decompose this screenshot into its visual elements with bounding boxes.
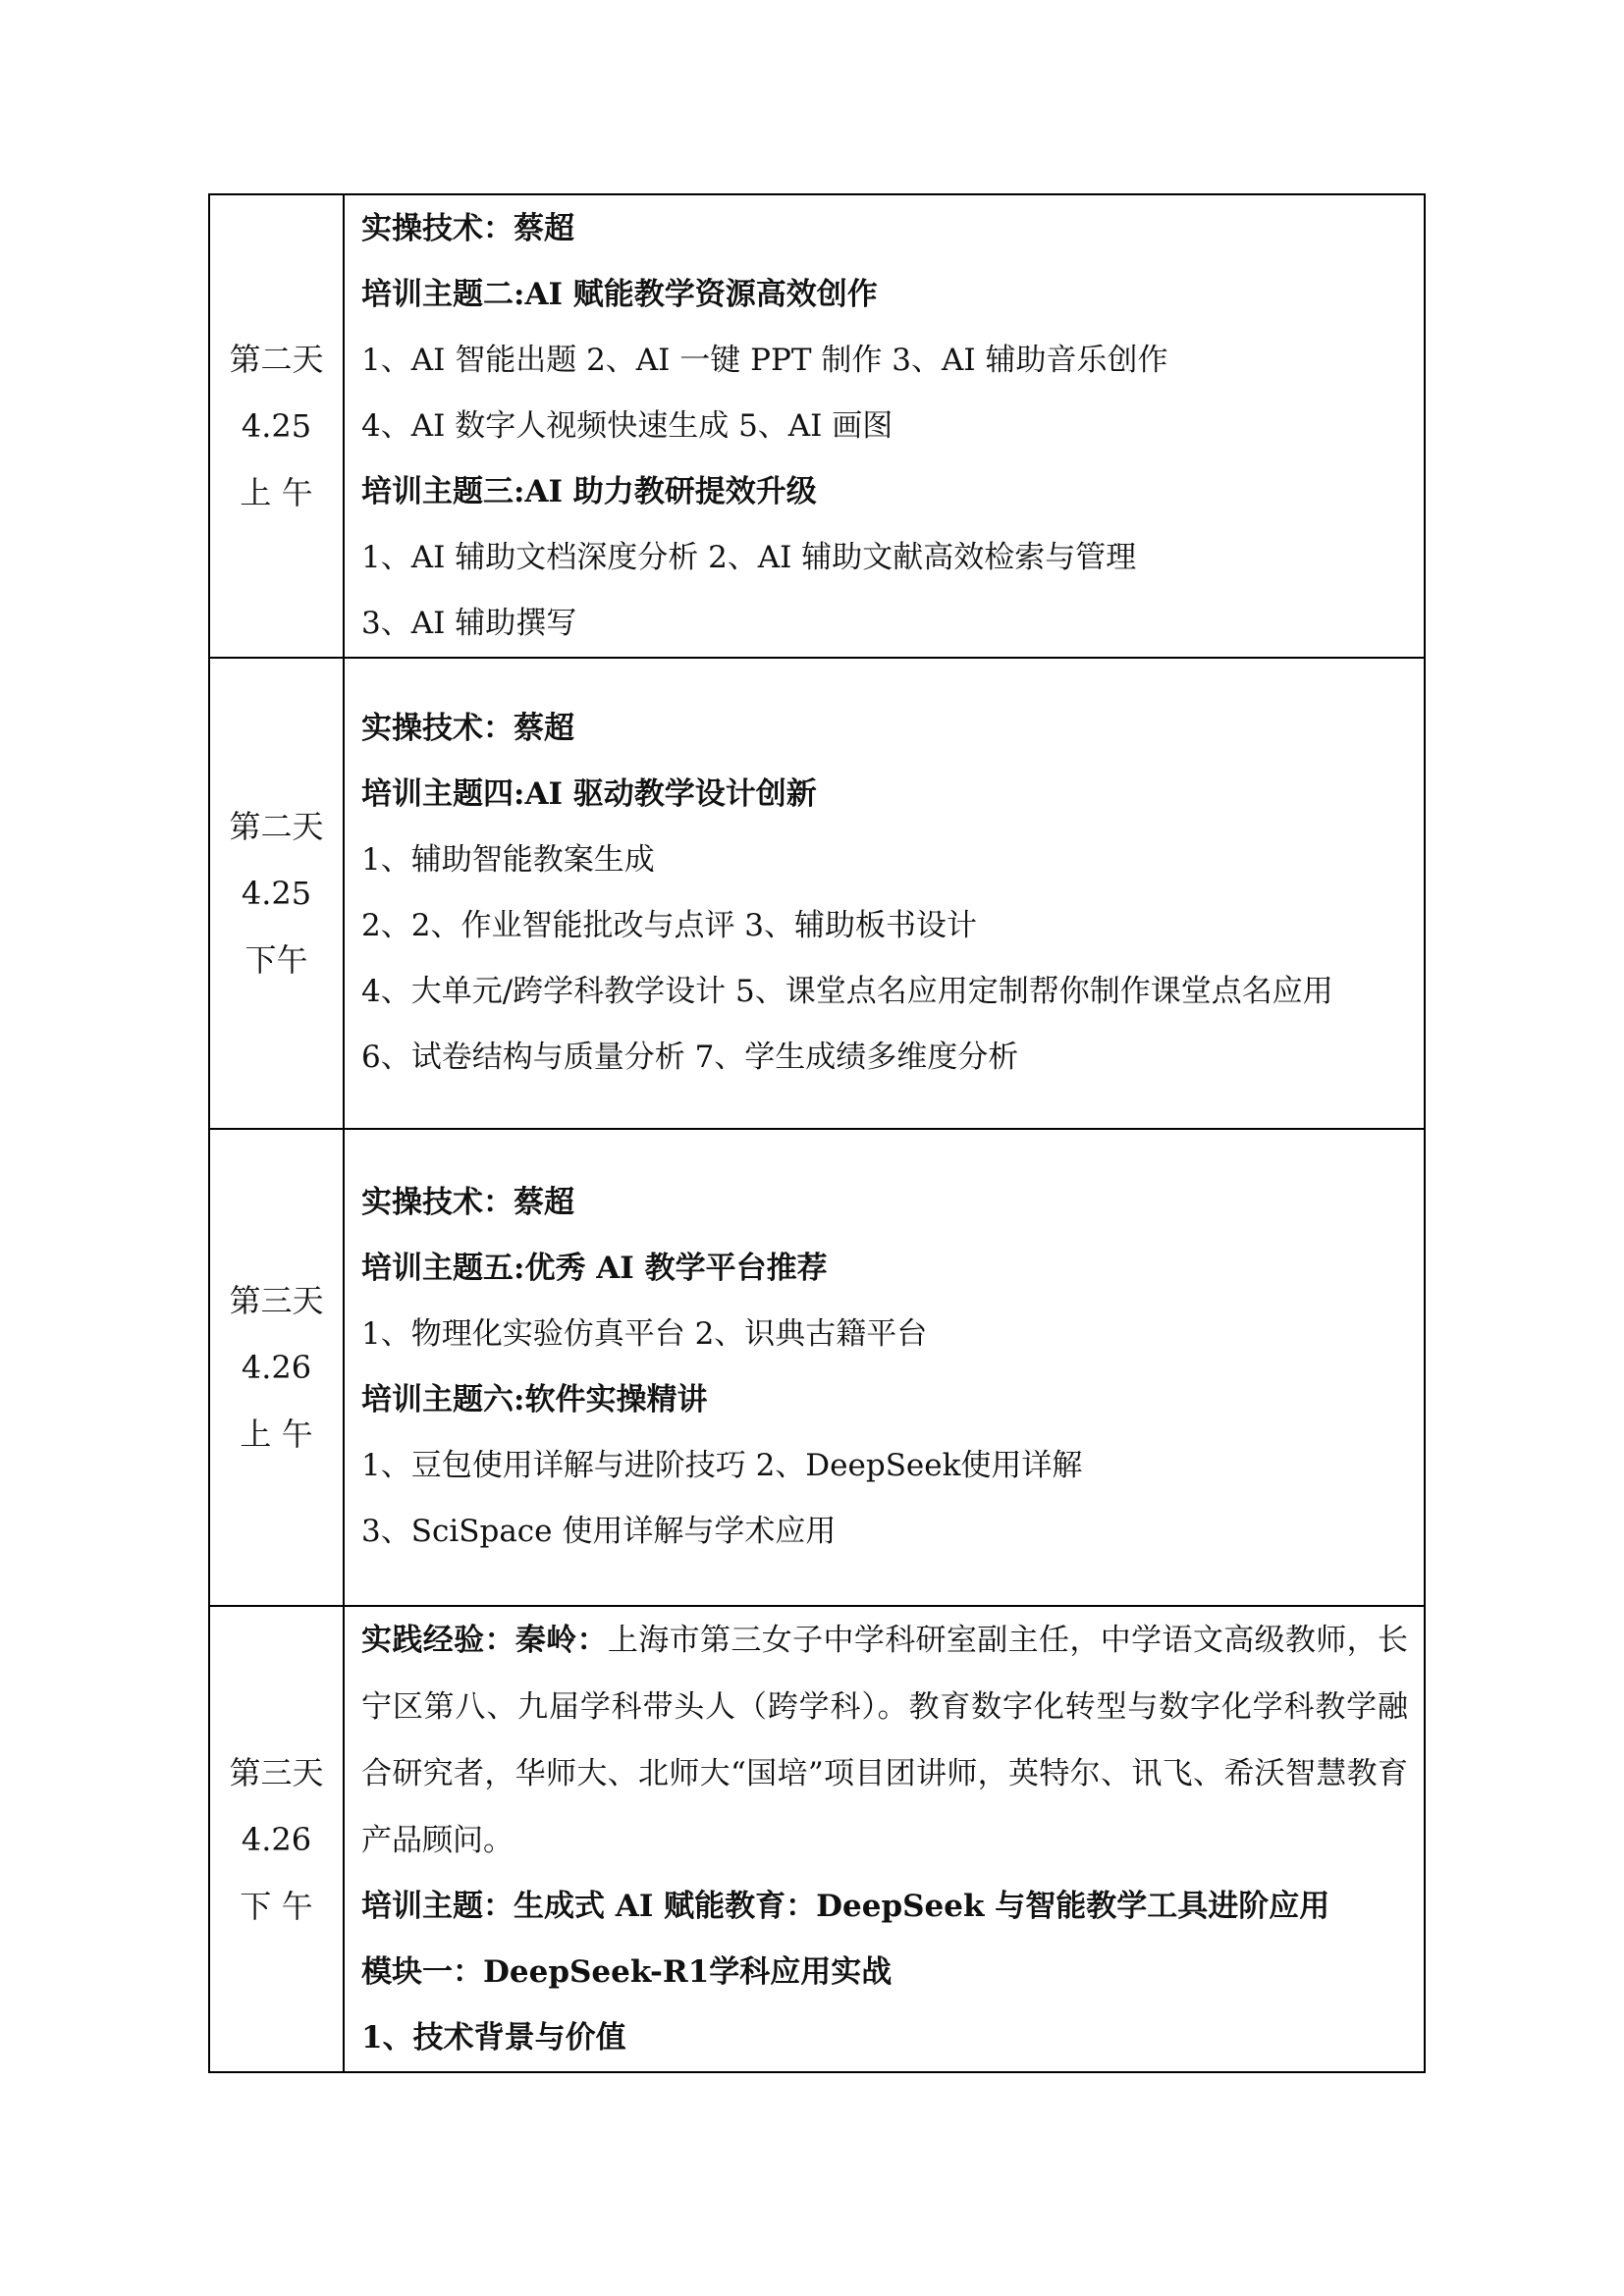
- list-item: 1、物理化实验仿真平台 2、识典古籍平台: [361, 1316, 928, 1352]
- list-item: 3、AI 辅助撰写: [361, 605, 577, 641]
- topic-heading: 培训主题六:软件实操精讲: [361, 1382, 708, 1417]
- topic-heading: 培训主题三:AI 助力教研提效升级: [361, 473, 817, 509]
- instructor-bio-text: 上海市第三女子中学科研室副主任，中学语文高级教师，长宁区第八、九届学科带头人（跨学科）。教育数字化转型与数字化学科教学融合研究者，华师大、北师大“国培”项目团讲师，英特尔、讯飞、希沃智慧教育产品顾问。: [361, 1623, 1409, 1858]
- day-label: 第三天: [229, 1753, 324, 1791]
- day-cell: [209, 658, 344, 1129]
- topic-heading: 培训主题二:AI 赋能教学资源高效创作: [361, 276, 878, 312]
- instructor-label: 实践经验：秦岭：: [361, 1623, 608, 1658]
- content-cell: [344, 1606, 1425, 2072]
- list-item: 1、技术背景与价值: [361, 2020, 626, 2056]
- topic-heading: 培训主题五:优秀 AI 教学平台推荐: [361, 1251, 828, 1286]
- day-cell: [209, 194, 344, 658]
- content-cell: [344, 1129, 1425, 1606]
- day-cell: [209, 1606, 344, 2072]
- table-row: [209, 1606, 1425, 2072]
- day-period: 上 午: [240, 474, 313, 511]
- list-item: 1、AI 辅助文档深度分析 2、AI 辅助文献高效检索与管理: [361, 539, 1137, 575]
- list-item: 3、SciSpace 使用详解与学术应用: [361, 1514, 837, 1549]
- day-period: 上 午: [240, 1415, 313, 1453]
- topic-heading: 培训主题四:AI 驱动教学设计创新: [361, 776, 817, 812]
- table-row: [209, 1129, 1425, 1606]
- instructor-bio: [361, 1607, 1408, 1874]
- list-item: 1、辅助智能教案生成: [361, 842, 655, 878]
- instructor-line: 实操技术：蔡超: [361, 711, 574, 746]
- topic-heading: 培训主题：生成式 AI 赋能教育：DeepSeek 与智能教学工具进阶应用: [361, 1889, 1330, 1924]
- day-label: 第二天: [229, 341, 324, 378]
- content-cell: [344, 194, 1425, 658]
- day-period: 下午: [244, 941, 308, 979]
- table-row: [209, 194, 1425, 658]
- list-item: 1、豆包使用详解与进阶技巧 2、DeepSeek使用详解: [361, 1448, 1083, 1483]
- day-label: 第二天: [229, 808, 324, 845]
- content-cell: [344, 658, 1425, 1129]
- day-label: 第三天: [229, 1282, 324, 1319]
- instructor-line: 实操技术：蔡超: [361, 1185, 574, 1220]
- day-date: 4.25: [241, 875, 312, 912]
- schedule-table: [208, 193, 1426, 2073]
- day-date: 4.26: [241, 1820, 312, 1858]
- day-cell: [209, 1129, 344, 1606]
- module-heading: 模块一：DeepSeek-R1学科应用实战: [361, 1954, 893, 1990]
- table-row: [209, 658, 1425, 1129]
- list-item: 4、AI 数字人视频快速生成 5、AI 画图: [361, 407, 893, 444]
- list-item: 6、试卷结构与质量分析 7、学生成绩多维度分析: [361, 1040, 1019, 1075]
- day-period: 下 午: [240, 1887, 313, 1925]
- day-date: 4.26: [241, 1349, 312, 1386]
- list-item: 1、AI 智能出题 2、AI 一键 PPT 制作 3、AI 辅助音乐创作: [361, 342, 1168, 378]
- instructor-line: 实操技术：蔡超: [361, 210, 574, 246]
- list-item: 2、2、作业智能批改与点评 3、辅助板书设计: [361, 908, 978, 943]
- list-item: 4、大单元/跨学科教学设计 5、课堂点名应用定制帮你制作课堂点名应用: [361, 974, 1333, 1009]
- day-date: 4.25: [241, 407, 312, 445]
